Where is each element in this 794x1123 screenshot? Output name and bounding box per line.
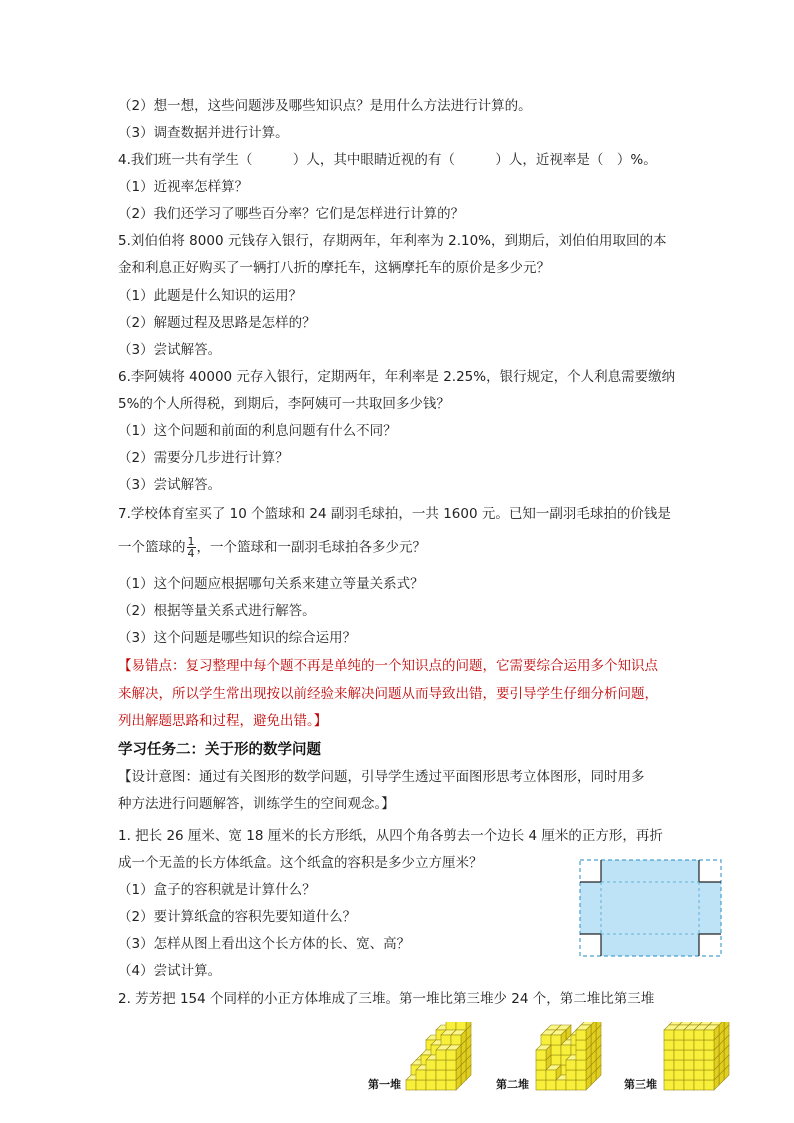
text-line: （3）调查数据并进行计算。 xyxy=(118,125,289,141)
text-line: （3）这个问题是哪些知识的综合运用？ xyxy=(118,630,357,646)
pile-caption: 第一堆 xyxy=(368,1078,401,1091)
error-note: 【易错点：复习整理中每个题不再是单纯的一个知识点的问题，它需要综合运用多个知识点 xyxy=(118,658,658,674)
text-segment: ，一个篮球和一副羽毛球拍各多少元？ xyxy=(196,539,426,556)
text-line: （1）此题是什么知识的运用？ xyxy=(118,288,303,304)
rectangle-cut-corners-figure xyxy=(576,856,726,960)
question-7: 7.学校体育室买了 10 个篮球和 24 副羽毛球拍，一共 1600 元。已知一副羽毛球拍的价钱是 xyxy=(118,506,671,522)
text-line: （1）盒子的容积就是计算什么？ xyxy=(118,882,316,898)
design-intent: 【设计意图：通过有关图形的数学问题，引导学生透过平面图形思考立体图形，同时用多 xyxy=(118,769,645,785)
text-line: （2）根据等量关系式进行解答。 xyxy=(118,603,316,619)
error-note: 列出解题思路和过程，避免出错。】 xyxy=(118,713,328,729)
text-line: （1）这个问题应根据哪句关系来建立等量关系式？ xyxy=(118,576,424,592)
question-5: 5.刘伯伯将 8000 元钱存入银行，存期两年，年利率为 2.10%，到期后，刘伯伯用取回的本 xyxy=(118,233,667,249)
cube-pile-3 xyxy=(660,1022,738,1100)
design-intent: 种方法进行问题解答，训练学生的空间观念。】 xyxy=(118,796,395,812)
text-line: （3）尝试解答。 xyxy=(118,477,222,493)
question-6: 6.李阿姨将 40000 元存入银行，定期两年，年利率是 2.25%，银行规定，个人利息需要缴纳 xyxy=(118,369,676,385)
text-line: 金和利息正好购买了一辆打八折的摩托车，这辆摩托车的原价是多少元？ xyxy=(118,260,550,276)
cube-pile-1 xyxy=(402,1022,480,1100)
error-note: 来解决，所以学生常出现按以前经验来解决问题从而导致出错，要引导学生仔细分析问题， xyxy=(118,686,658,702)
text-line: （1）这个问题和前面的利息问题有什么不同？ xyxy=(118,423,397,439)
pile-caption: 第二堆 xyxy=(496,1078,529,1091)
text-line: （2）需要分几步进行计算？ xyxy=(118,450,289,466)
text-line: （2）想一想，这些问题涉及哪些知识点？是用什么方法进行计算的。 xyxy=(118,98,532,114)
text-segment: 一个篮球的 xyxy=(118,539,186,556)
text-line: （4）尝试计算。 xyxy=(118,963,222,979)
text-line: （2）要计算纸盒的容积先要知道什么？ xyxy=(118,909,357,925)
text-line: （3）尝试解答。 xyxy=(118,342,222,358)
text-line: （2）我们还学习了哪些百分率？它们是怎样进行计算的？ xyxy=(118,206,465,222)
cube-pile-2 xyxy=(532,1022,610,1100)
pile-caption: 第三堆 xyxy=(624,1078,657,1091)
question-4: 4.我们班一共有学生（ ）人，其中眼睛近视的有（ ）人，近视率是（ ）%。 xyxy=(118,152,657,168)
fraction-numerator: 1 xyxy=(187,535,195,548)
problem-2: 2. 芳芳把 154 个同样的小正方体堆成了三堆。第一堆比第三堆少 24 个，第二堆比第三堆 xyxy=(118,991,655,1007)
fraction-denominator: 4 xyxy=(187,547,195,560)
text-line: （2）解题过程及思路是怎样的？ xyxy=(118,315,316,331)
text-line: （3）怎样从图上看出这个长方体的长、宽、高？ xyxy=(118,936,411,952)
text-line: 成一个无盖的长方体纸盒。这个纸盒的容积是多少立方厘米？ xyxy=(118,855,483,871)
section-heading: 学习任务二：关于形的数学问题 xyxy=(118,741,321,758)
text-line: 5%的个人所得税，到期后，李阿姨可一共取回多少钱？ xyxy=(118,396,450,412)
problem-1: 1. 把长 26 厘米、宽 18 厘米的长方形纸，从四个角各剪去一个边长 4 厘米的正方形，再折 xyxy=(118,828,663,844)
fraction xyxy=(187,536,196,559)
text-line: （1）近视率怎样算？ xyxy=(118,179,249,195)
text-line-with-fraction xyxy=(118,536,426,559)
